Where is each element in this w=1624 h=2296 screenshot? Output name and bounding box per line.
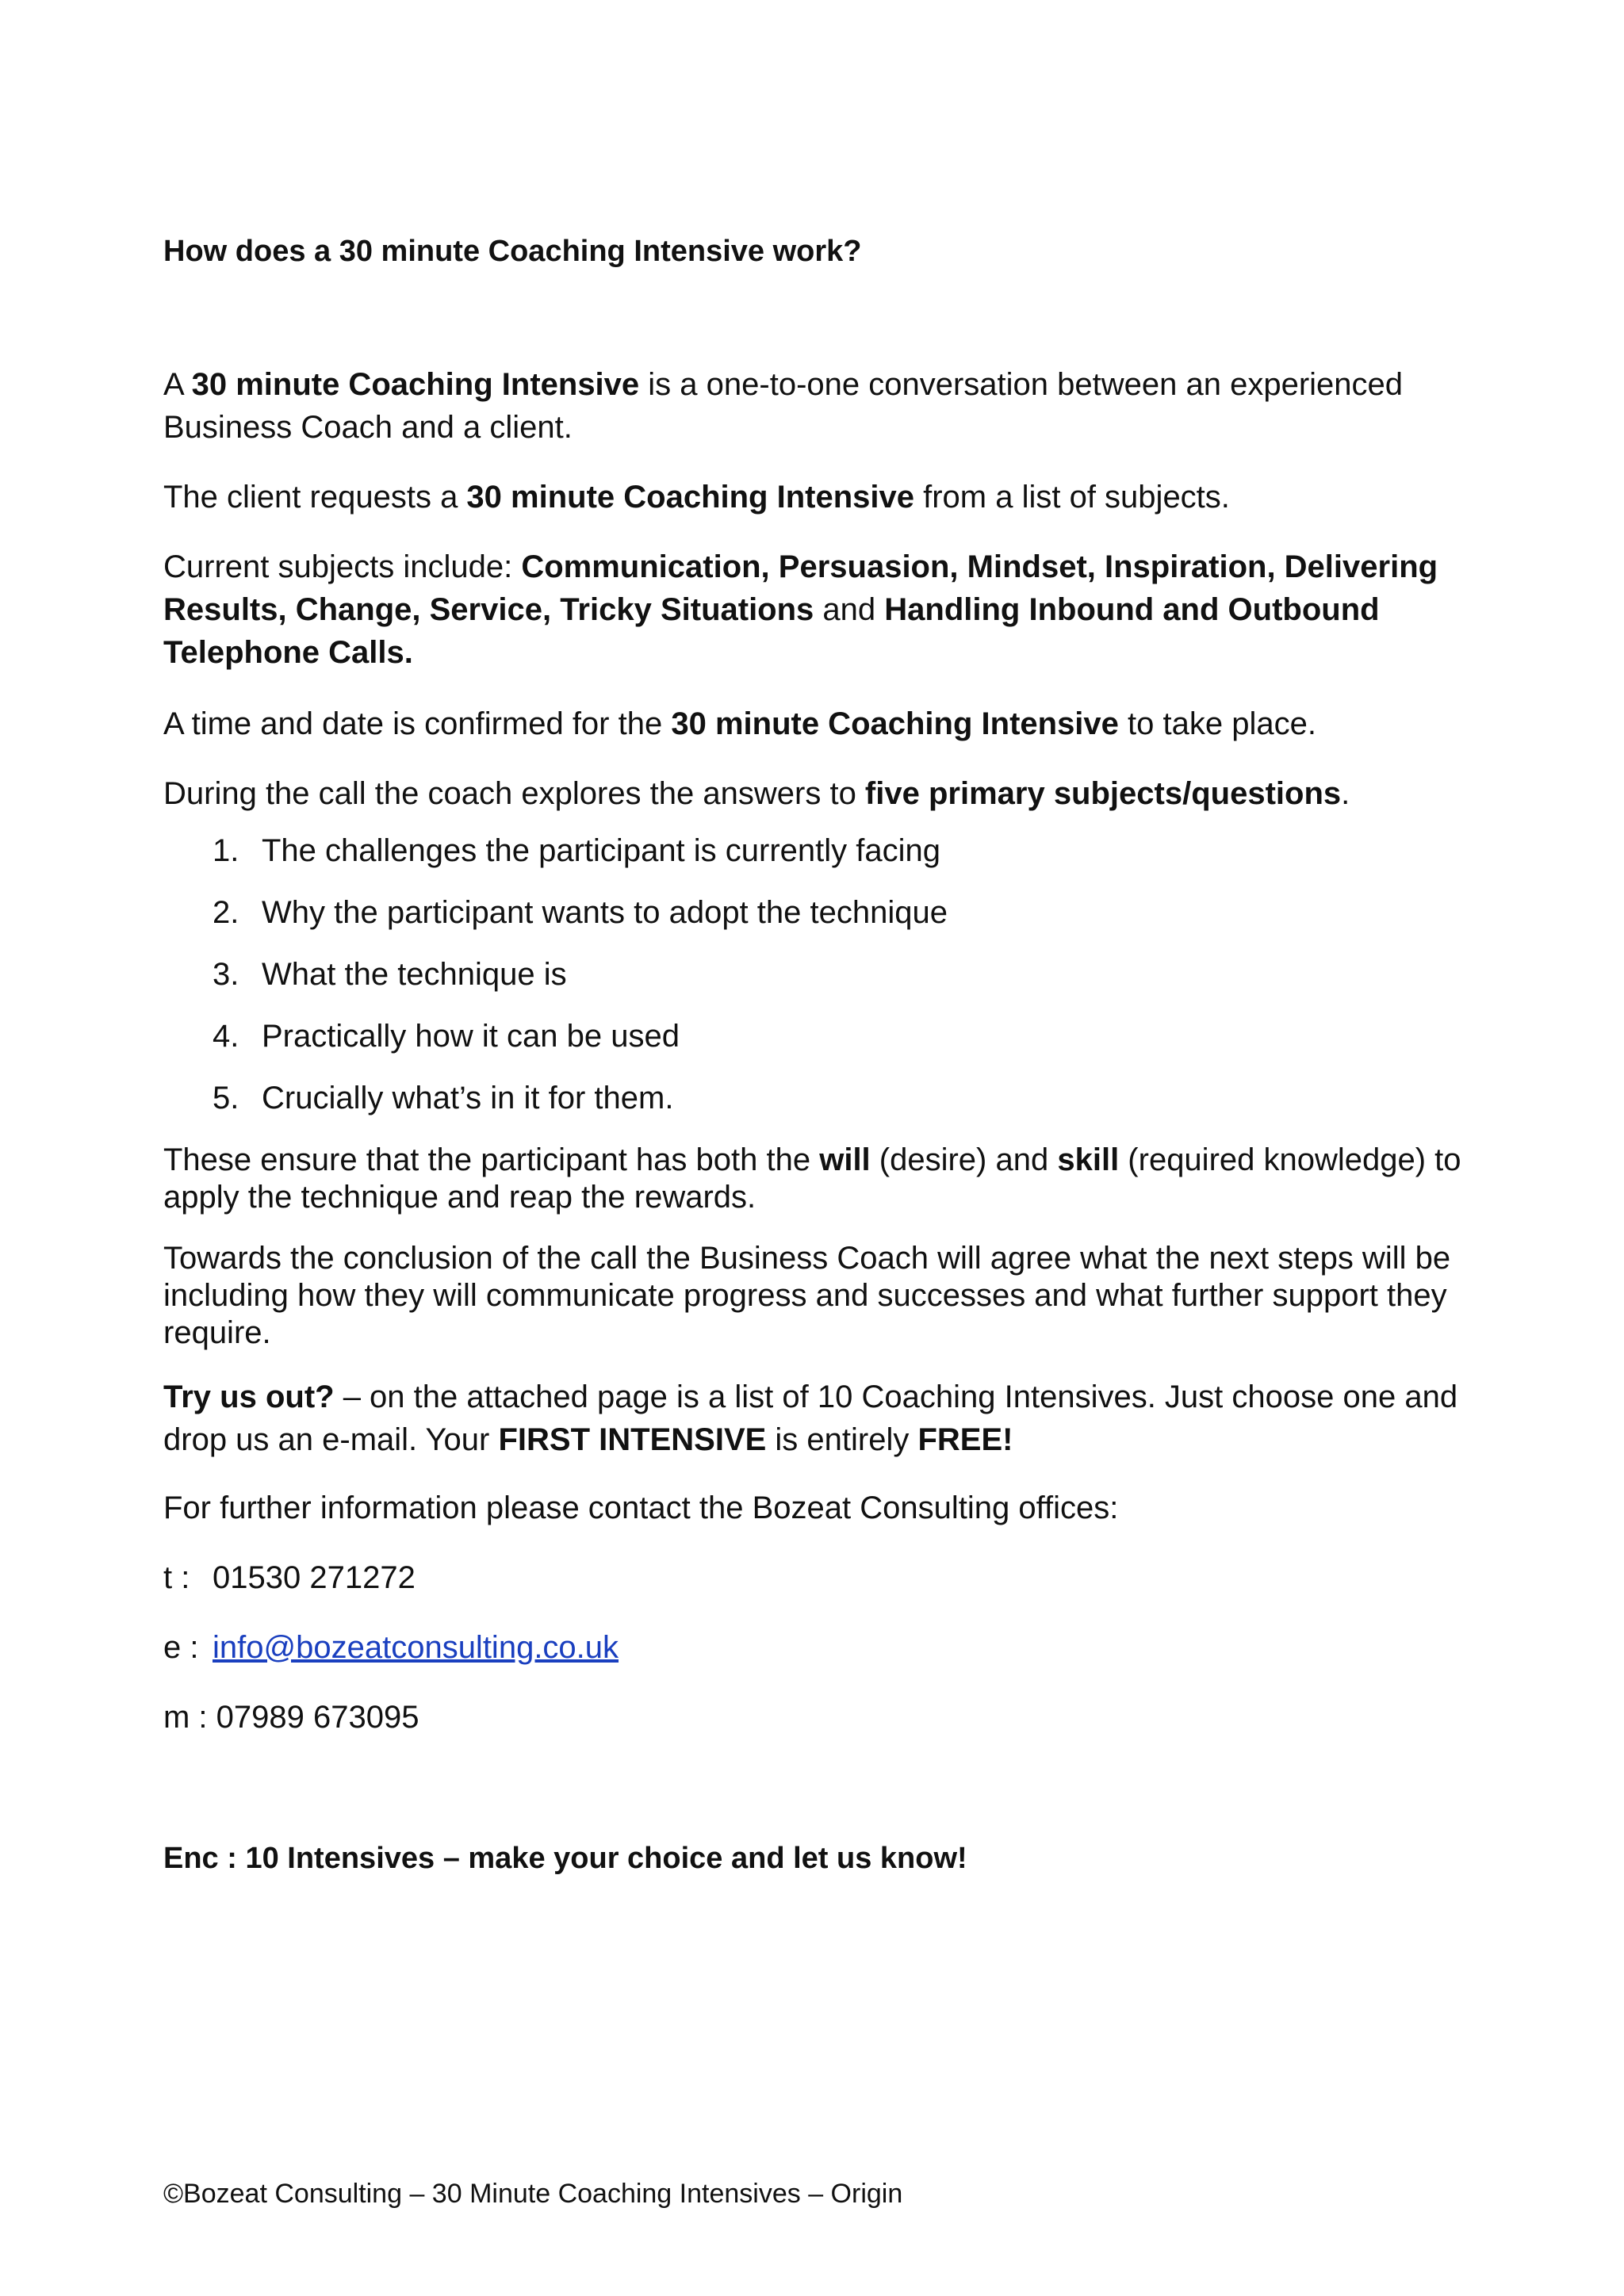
text-run: During the call the coach explores the answers to (163, 776, 865, 811)
list-number: 3. (213, 957, 239, 992)
list-number: 5. (213, 1081, 239, 1115)
email-link[interactable]: info@bozeatconsulting.co.uk (213, 1630, 619, 1665)
email-line (163, 1626, 619, 1669)
bold-run: Handling Inbound and Outbound Telephone Calls. (163, 592, 1380, 670)
bold-run: FREE! (917, 1422, 1013, 1457)
list-item (163, 1015, 1472, 1077)
text-run: from a list of subjects. (914, 480, 1230, 515)
will-skill-paragraph (163, 1142, 1472, 1216)
bold-run: 30 minute Coaching Intensive (191, 367, 640, 402)
text-run: A (163, 367, 192, 402)
bold-run: 30 minute Coaching Intensive (466, 480, 914, 515)
conclusion-paragraph: Towards the conclusion of the call the Business Coach will agree what the next steps will be including how they will communicate progress and successes and what further support they require. (163, 1241, 1451, 1350)
text-run: . (1341, 776, 1350, 811)
list-item (163, 1077, 1472, 1138)
mobile-line (163, 1696, 419, 1739)
bold-run: five primary subjects/questions (864, 776, 1342, 811)
call-paragraph (163, 772, 1472, 815)
list-number: 2. (213, 895, 239, 930)
enclosure-note: Enc : 10 Intensives – make your choice and let us know! (163, 1842, 967, 1875)
text-run: The client requests a (163, 480, 467, 515)
phone-number: 01530 271272 (213, 1560, 416, 1595)
list-item (163, 891, 1472, 953)
bold-run: will (819, 1142, 871, 1177)
mobile-label: m : (163, 1700, 208, 1735)
text-run: to take place. (1118, 706, 1316, 741)
text-run: – on the attached page is a list of 10 Coaching Intensives. Just choose one and drop us an e-mail. Your (163, 1380, 1458, 1457)
subjects-paragraph (163, 545, 1472, 674)
request-paragraph (163, 476, 1472, 519)
contact-intro: For further information please contact the Bozeat Consulting offices: (163, 1490, 1119, 1525)
list-text: Practically how it can be used (262, 1019, 680, 1054)
text-run: Current subjects include: (163, 549, 522, 584)
list-item (163, 953, 1472, 1015)
try-us-paragraph (163, 1376, 1472, 1461)
page-footer: ©Bozeat Consulting – 30 Minute Coaching Intensives – Origin (163, 2179, 903, 2209)
bold-run: 30 minute Coaching Intensive (671, 706, 1119, 741)
email-label: e : (163, 1630, 199, 1665)
phone-label: t : (163, 1560, 190, 1595)
bold-run: FIRST INTENSIVE (498, 1422, 767, 1457)
list-number: 1. (213, 833, 239, 868)
text-run: A time and date is confirmed for the (163, 706, 672, 741)
confirm-paragraph (163, 702, 1472, 745)
list-text: The challenges the participant is currently facing (262, 833, 941, 868)
list-text: Why the participant wants to adopt the technique (262, 895, 948, 930)
text-run: These ensure that the participant has both the (163, 1142, 820, 1177)
text-run: (desire) and (870, 1142, 1058, 1177)
list-number: 4. (213, 1019, 239, 1054)
text-run: is entirely (766, 1422, 918, 1457)
intro-paragraph (163, 363, 1472, 449)
list-text: What the technique is (262, 957, 567, 992)
page-title: How does a 30 minute Coaching Intensive work? (163, 235, 862, 268)
mobile-number: 07989 673095 (216, 1700, 419, 1735)
list-text: Crucially what’s in it for them. (262, 1081, 674, 1115)
text-run: is a one-to-one conversation between an experienced Business Coach and a client. (163, 367, 1404, 445)
questions-list (163, 829, 1472, 1138)
text-run: (required knowledge) to apply the technique and reap the rewards. (163, 1142, 1461, 1215)
bold-run: Communication, Persuasion, Mindset, Inspiration, Delivering Results, Change, Service, Tricky Situations (163, 549, 1438, 627)
bold-run: skill (1057, 1142, 1120, 1177)
bold-run: Try us out? (163, 1380, 335, 1414)
list-item (163, 829, 1472, 891)
phone-line (163, 1556, 416, 1599)
text-run: and (814, 592, 885, 627)
